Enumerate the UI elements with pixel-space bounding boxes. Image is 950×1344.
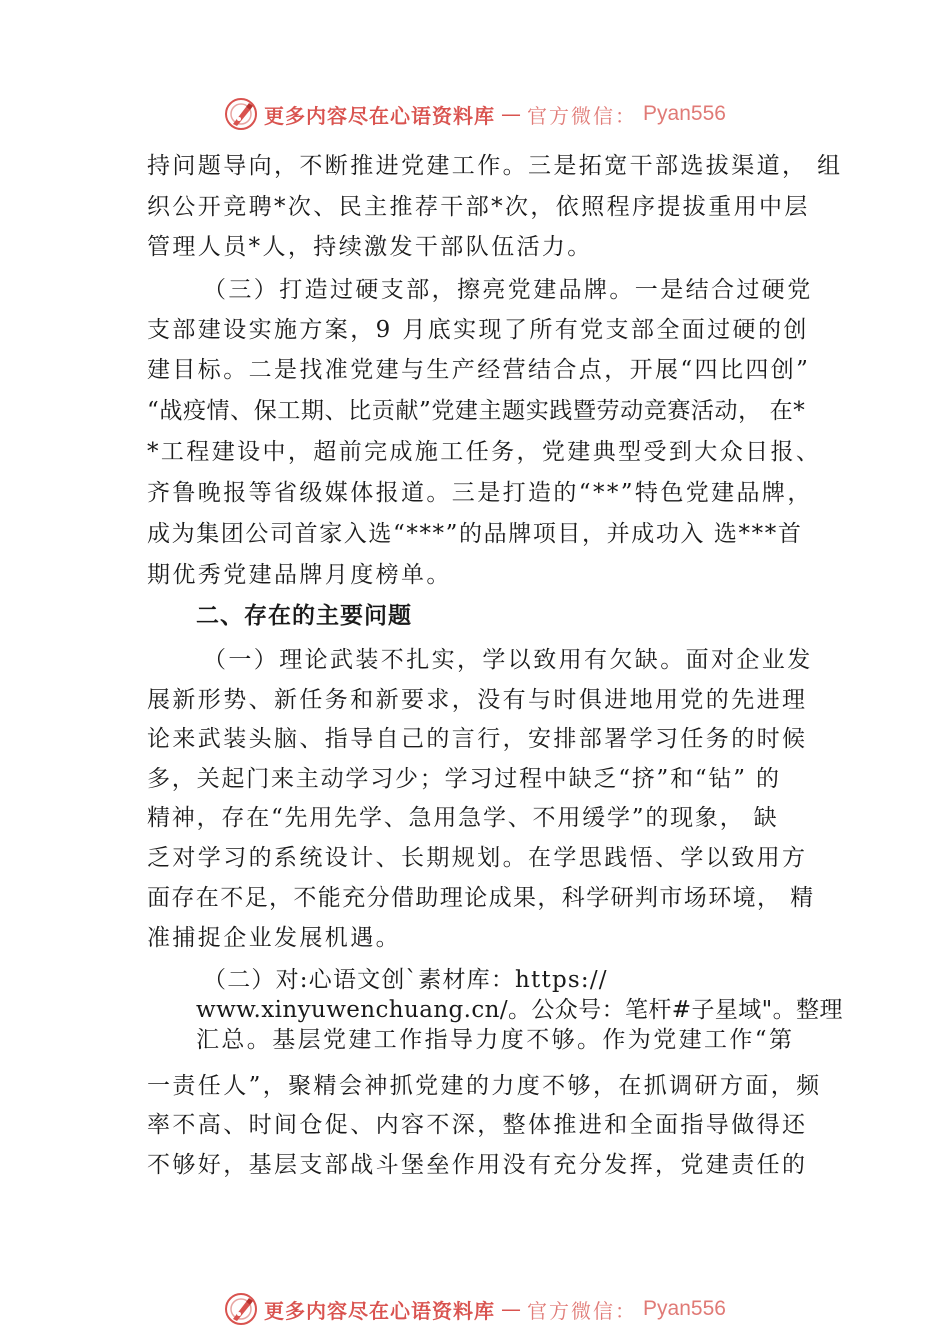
banner-separator: — [501, 102, 522, 126]
pen-nib-logo-icon [224, 1292, 258, 1326]
text-line: www.xinyuwenchuang.cn/。公众号：笔杆#子星域"。整理 [196, 997, 843, 1023]
text-line: 管理人员*人，持续激发干部队伍活力。 [147, 234, 593, 260]
text-line: 建目标。二是找准党建与生产经营结合点，开展“四比四创” [147, 357, 811, 383]
wechat-id-text: Pyan556 [643, 102, 726, 125]
wechat-label-text: 官方微信： [527, 1298, 638, 1323]
text-line: 支部建设实施方案，9 月底实现了所有党支部全面过硬的创 [147, 317, 809, 343]
text-line: （一）理论武装不扎实，学以致用有欠缺。面对企业发 [203, 647, 813, 673]
text-line: 精神，存在“先用先学、急用急学、不用缓学”的现象， 缺 [147, 805, 779, 831]
pen-nib-logo-icon [224, 97, 258, 131]
text-line: 展新形势、新任务和新要求，没有与时俱进地用党的先进理 [147, 687, 808, 713]
header-watermark-banner [0, 92, 950, 136]
text-line: 多，关起门来主动学习少；学习过程中缺乏“挤”和“钻” 的 [147, 766, 781, 792]
text-line: 成为集团公司首家入选“***”的品牌项目，并成功入 选***首 [147, 521, 803, 547]
text-line: （三）打造过硬支部，擦亮党建品牌。一是结合过硬党 [203, 277, 813, 303]
text-line: 期优秀党建品牌月度榜单。 [147, 562, 452, 588]
banner-separator: — [501, 1297, 522, 1321]
text-line: 率不高、时间仓促、内容不深，整体推进和全面指导做得还 [147, 1112, 808, 1138]
text-line: 一责任人”，聚精会神抓党建的力度不够，在抓调研方面，频 [147, 1073, 822, 1099]
text-line: 持问题导向，不断推进党建工作。三是拓宽干部选拔渠道， 组 [147, 153, 843, 179]
text-line: 面存在不足，不能充分借助理论成果，科学研判市场环境， 精 [147, 885, 815, 911]
site-name-text: 更多内容尽在心语资料库 [264, 103, 496, 128]
footer-watermark-banner [0, 1287, 950, 1331]
text-line: 汇总。基层党建工作指导力度不够。作为党建工作“第 [196, 1027, 795, 1053]
site-name-text: 更多内容尽在心语资料库 [264, 1298, 496, 1323]
text-line: 乏对学习的系统设计、长期规划。在学思践悟、学以致用方 [147, 845, 808, 871]
text-line: 织公开竞聘*次、民主推荐干部*次，依照程序提拔重用中层 [147, 194, 810, 220]
text-line: （二）对:心语文创`素材库：https:// [203, 967, 608, 993]
text-line: 论来武装头脑、指导自己的言行，安排部署学习任务的时候 [147, 726, 808, 752]
text-line: “战疫情、保工期、比贡献”党建主题实践暨劳动竞赛活动， 在* [147, 398, 806, 424]
text-line: *工程建设中，超前完成施工任务，党建典型受到大众日报、 [147, 439, 822, 465]
wechat-id-text: Pyan556 [643, 1297, 726, 1320]
text-line: 齐鲁晚报等省级媒体报道。三是打造的“**”特色党建品牌， [147, 480, 813, 506]
text-line: 不够好，基层支部战斗堡垒作用没有充分发挥，党建责任的 [147, 1152, 808, 1178]
wechat-label-text: 官方微信： [527, 103, 638, 128]
text-line: 准捕捉企业发展机遇。 [147, 925, 401, 951]
section-heading: 二、存在的主要问题 [196, 603, 412, 629]
